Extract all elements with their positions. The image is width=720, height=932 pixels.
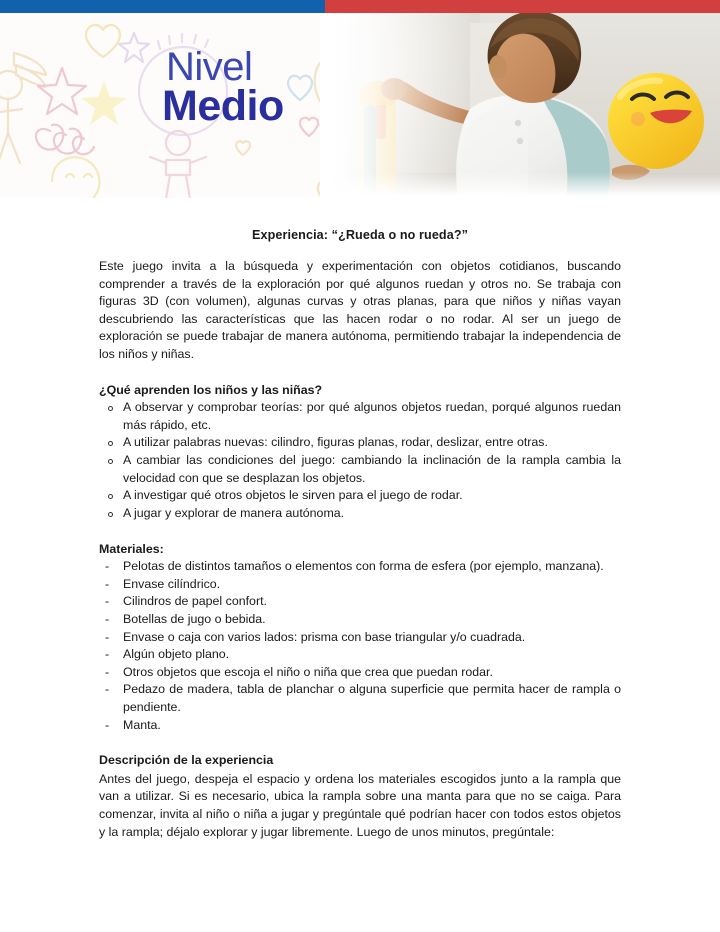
doodle-heart-pink-small	[300, 118, 318, 136]
list-item-text: A utilizar palabras nuevas: cilindro, figuras planas, rodar, deslizar, entre otras.	[123, 435, 548, 450]
intro-paragraph: Este juego invita a la búsqueda y experimentación con objetos cotidianos, buscando comprender a través de la exploración por qué algunos ruedan y otros no. Se trabaja con figuras 3D (con volumen), algunas curvas y otras planas, para que niños y niñas vayan descubriendo las características que las hacen rodar o no rodar. Al ser un juego de exploración se puede trabajar de manera autónoma, permitiendo trabajar la independencia de los niños y niñas.	[99, 259, 621, 362]
dash-bullet-icon: -	[105, 647, 110, 662]
list-item-text: Botellas de jugo o bebida.	[123, 611, 266, 626]
doodle-heart-blue	[288, 76, 312, 100]
doodle-swirl-left	[36, 125, 94, 155]
doodle-star-filled	[81, 81, 127, 125]
dash-bullet-icon: -	[105, 717, 110, 732]
experience-title: Experiencia: “¿Rueda o no rueda?”	[251, 228, 469, 242]
list-item	[99, 611, 621, 629]
dash-bullet-icon: -	[105, 629, 110, 644]
list-item-text: Envase o caja con varios lados: prisma con base triangular y/o cuadrada.	[123, 629, 526, 644]
doodle-smiley-bottom	[52, 157, 99, 197]
list-item-text: Algún objeto plano.	[123, 647, 230, 662]
circle-bullet-icon	[108, 494, 113, 499]
circle-bullet-icon	[108, 512, 113, 517]
dash-bullet-icon: -	[105, 611, 110, 626]
list-item-text: Otros objetos que escoja el niño o niña que crea que puedan rodar.	[123, 664, 493, 679]
list-item	[99, 576, 621, 594]
list-item	[99, 629, 621, 647]
list-item-text: Cilindros de papel confort.	[123, 594, 267, 609]
doodle-child-left	[0, 53, 46, 163]
photo-bottom-fade	[320, 172, 720, 198]
logo-line-medio: Medio	[162, 82, 284, 131]
doodle-child-center	[150, 131, 206, 198]
dash-bullet-icon: -	[105, 576, 110, 591]
dash-bullet-icon: -	[105, 664, 110, 679]
banner-photo	[320, 13, 720, 198]
learn-list	[99, 399, 621, 522]
doodle-star-small	[119, 33, 149, 62]
logo-line-nivel: Nivel	[166, 45, 253, 89]
list-item	[99, 399, 621, 434]
description-paragraph: Antes del juego, despeja el espacio y ordena los materiales escogidos junto a la rampla que van a utilizar. Si es necesario, ubica la rampla sobre una manta para que no se caiga. Para comenzar, invita al niño o niña a jugar y pregúntale qué podrían hacer con todos estos objetos y la rampla; déjalo explorar y jugar libremente. Luego de unos minutos, pregúntale:	[99, 771, 621, 839]
list-item	[99, 717, 621, 735]
list-item-text: A observar y comprobar teorías: por qué algunos objetos ruedan, porqué algunos ruedan más rápido, etc.	[123, 400, 621, 432]
list-item-text: A jugar y explorar de manera autónoma.	[123, 505, 345, 520]
dash-bullet-icon: -	[105, 559, 110, 574]
learn-section-heading: ¿Qué aprenden los niños y las niñas?	[99, 382, 323, 397]
list-item-text: Pedazo de madera, tabla de planchar o alguna superficie que permita hacer de rampla o pendiente.	[123, 682, 621, 715]
list-item	[99, 681, 621, 716]
list-item-text: Manta.	[123, 717, 161, 732]
list-item	[99, 434, 621, 452]
header-banner	[0, 13, 720, 198]
list-item	[99, 558, 621, 576]
circle-bullet-icon	[108, 406, 113, 411]
list-item-text: A cambiar las condiciones del juego: cambiando la inclinación de la rampla cambia la velocidad con que se desplazan los objetos.	[123, 453, 621, 485]
materials-section-heading: Materiales:	[99, 541, 164, 556]
list-item	[99, 593, 621, 611]
photo-left-fade	[320, 13, 470, 198]
top-color-bar	[0, 0, 720, 13]
dash-bullet-icon: -	[105, 594, 110, 609]
description-section-heading: Descripción de la experiencia	[99, 753, 274, 768]
list-item-text: A investigar qué otros objetos le sirven para el juego de rodar.	[123, 488, 463, 503]
top-bar-red-segment	[325, 0, 720, 13]
circle-bullet-icon	[108, 441, 113, 446]
document-body	[99, 198, 621, 841]
list-item-text: Envase cilíndrico.	[123, 576, 221, 591]
doodle-heart-tiny	[236, 141, 250, 155]
list-item	[99, 664, 621, 682]
circle-bullet-icon	[108, 459, 113, 464]
list-item	[99, 646, 621, 664]
nivel-medio-logo	[162, 45, 284, 131]
doodle-heart-top	[86, 25, 120, 57]
list-item-text: Pelotas de distintos tamaños o elementos con forma de esfera (por ejemplo, manzana).	[123, 559, 604, 574]
materials-list	[99, 558, 621, 734]
list-item	[99, 487, 621, 505]
list-item	[99, 505, 621, 523]
dash-bullet-icon: -	[105, 682, 110, 697]
list-item	[99, 452, 621, 487]
top-bar-blue-segment	[0, 0, 325, 13]
